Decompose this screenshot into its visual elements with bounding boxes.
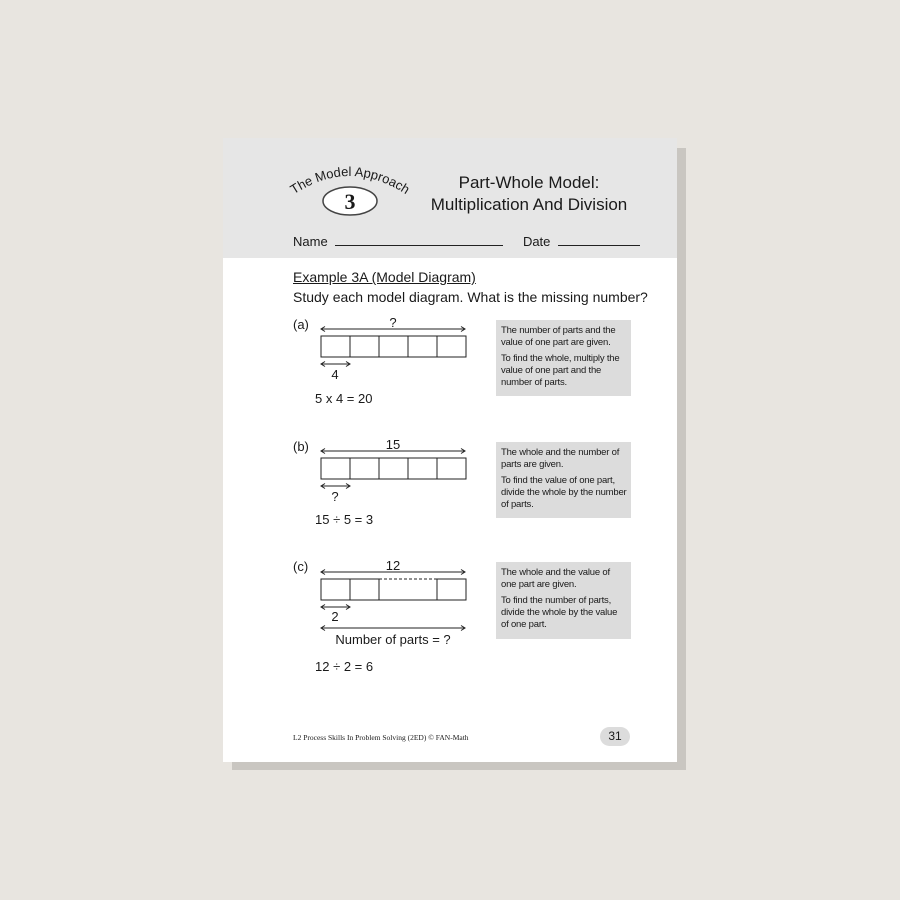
- note-text-given: The whole and the value of one part are given.: [501, 567, 610, 590]
- item-a-equation: 5 x 4 = 20: [315, 391, 373, 406]
- item-c-model-diagram: [315, 558, 475, 648]
- part-box: [321, 579, 350, 600]
- part-box: [350, 336, 379, 357]
- title-line-1: Part-Whole Model:: [458, 173, 600, 192]
- item-b-note: [496, 442, 631, 518]
- item-b-model-diagram: [315, 438, 475, 504]
- part-box: [379, 458, 408, 479]
- item-b-label: (b): [293, 439, 309, 454]
- date-label: Date: [522, 234, 551, 249]
- model-approach-badge: [285, 163, 415, 223]
- name-label: Name: [293, 234, 328, 249]
- part-box: [437, 458, 466, 479]
- item-a-note: [496, 320, 631, 396]
- note-text-method: To find the value of one part, divide the whole by the number of parts.: [501, 475, 627, 510]
- part-box: [321, 336, 350, 357]
- note-text-given: The whole and the number of parts are given.: [501, 447, 620, 470]
- item-b-equation: 15 ÷ 5 = 3: [315, 512, 374, 527]
- part-box: [350, 458, 379, 479]
- page-header: [223, 138, 677, 258]
- note-text-given: The number of parts and the value of one part are given.: [501, 325, 616, 348]
- item-a-model-diagram: [315, 318, 475, 383]
- date-blank-line[interactable]: [558, 233, 640, 246]
- badge-number: 3: [344, 189, 356, 214]
- example-title: Example 3A (Model Diagram): [293, 269, 476, 285]
- badge-arc-text: The Model Approach: [287, 163, 413, 197]
- name-date-row: [293, 233, 640, 249]
- item-c-note: [496, 562, 631, 639]
- part-box: [350, 579, 379, 600]
- page-title: [419, 172, 639, 216]
- part-box: [437, 579, 466, 600]
- part-box: [408, 458, 437, 479]
- whole-label: ?: [389, 318, 397, 330]
- name-blank-line[interactable]: [335, 233, 503, 246]
- whole-label: 12: [385, 558, 401, 573]
- item-c-label: (c): [293, 559, 309, 574]
- item-c-equation: 12 ÷ 2 = 6: [315, 659, 374, 674]
- worksheet-page: [223, 138, 677, 762]
- part-value-label: 4: [331, 367, 339, 382]
- part-value-label: ?: [331, 489, 339, 504]
- example-instruction: Study each model diagram. What is the missing number?: [293, 289, 648, 305]
- part-box: [408, 336, 437, 357]
- part-box: [379, 336, 408, 357]
- item-a-label: (a): [293, 317, 309, 332]
- part-box: [437, 336, 466, 357]
- part-value-label: 2: [331, 609, 339, 624]
- part-box: [321, 458, 350, 479]
- page-number-badge: 31: [600, 727, 630, 746]
- whole-label: 15: [385, 438, 401, 452]
- footer-text: L2 Process Skills In Problem Solving (2ED) © FAN-Math: [293, 733, 469, 742]
- note-text-method: To find the number of parts, divide the whole by the value of one part.: [501, 595, 618, 630]
- number-of-parts-label: Number of parts = ?: [335, 632, 451, 647]
- title-line-2: Multiplication And Division: [430, 195, 628, 214]
- note-text-method: To find the whole, multiply the value of one part and the number of parts.: [501, 353, 620, 388]
